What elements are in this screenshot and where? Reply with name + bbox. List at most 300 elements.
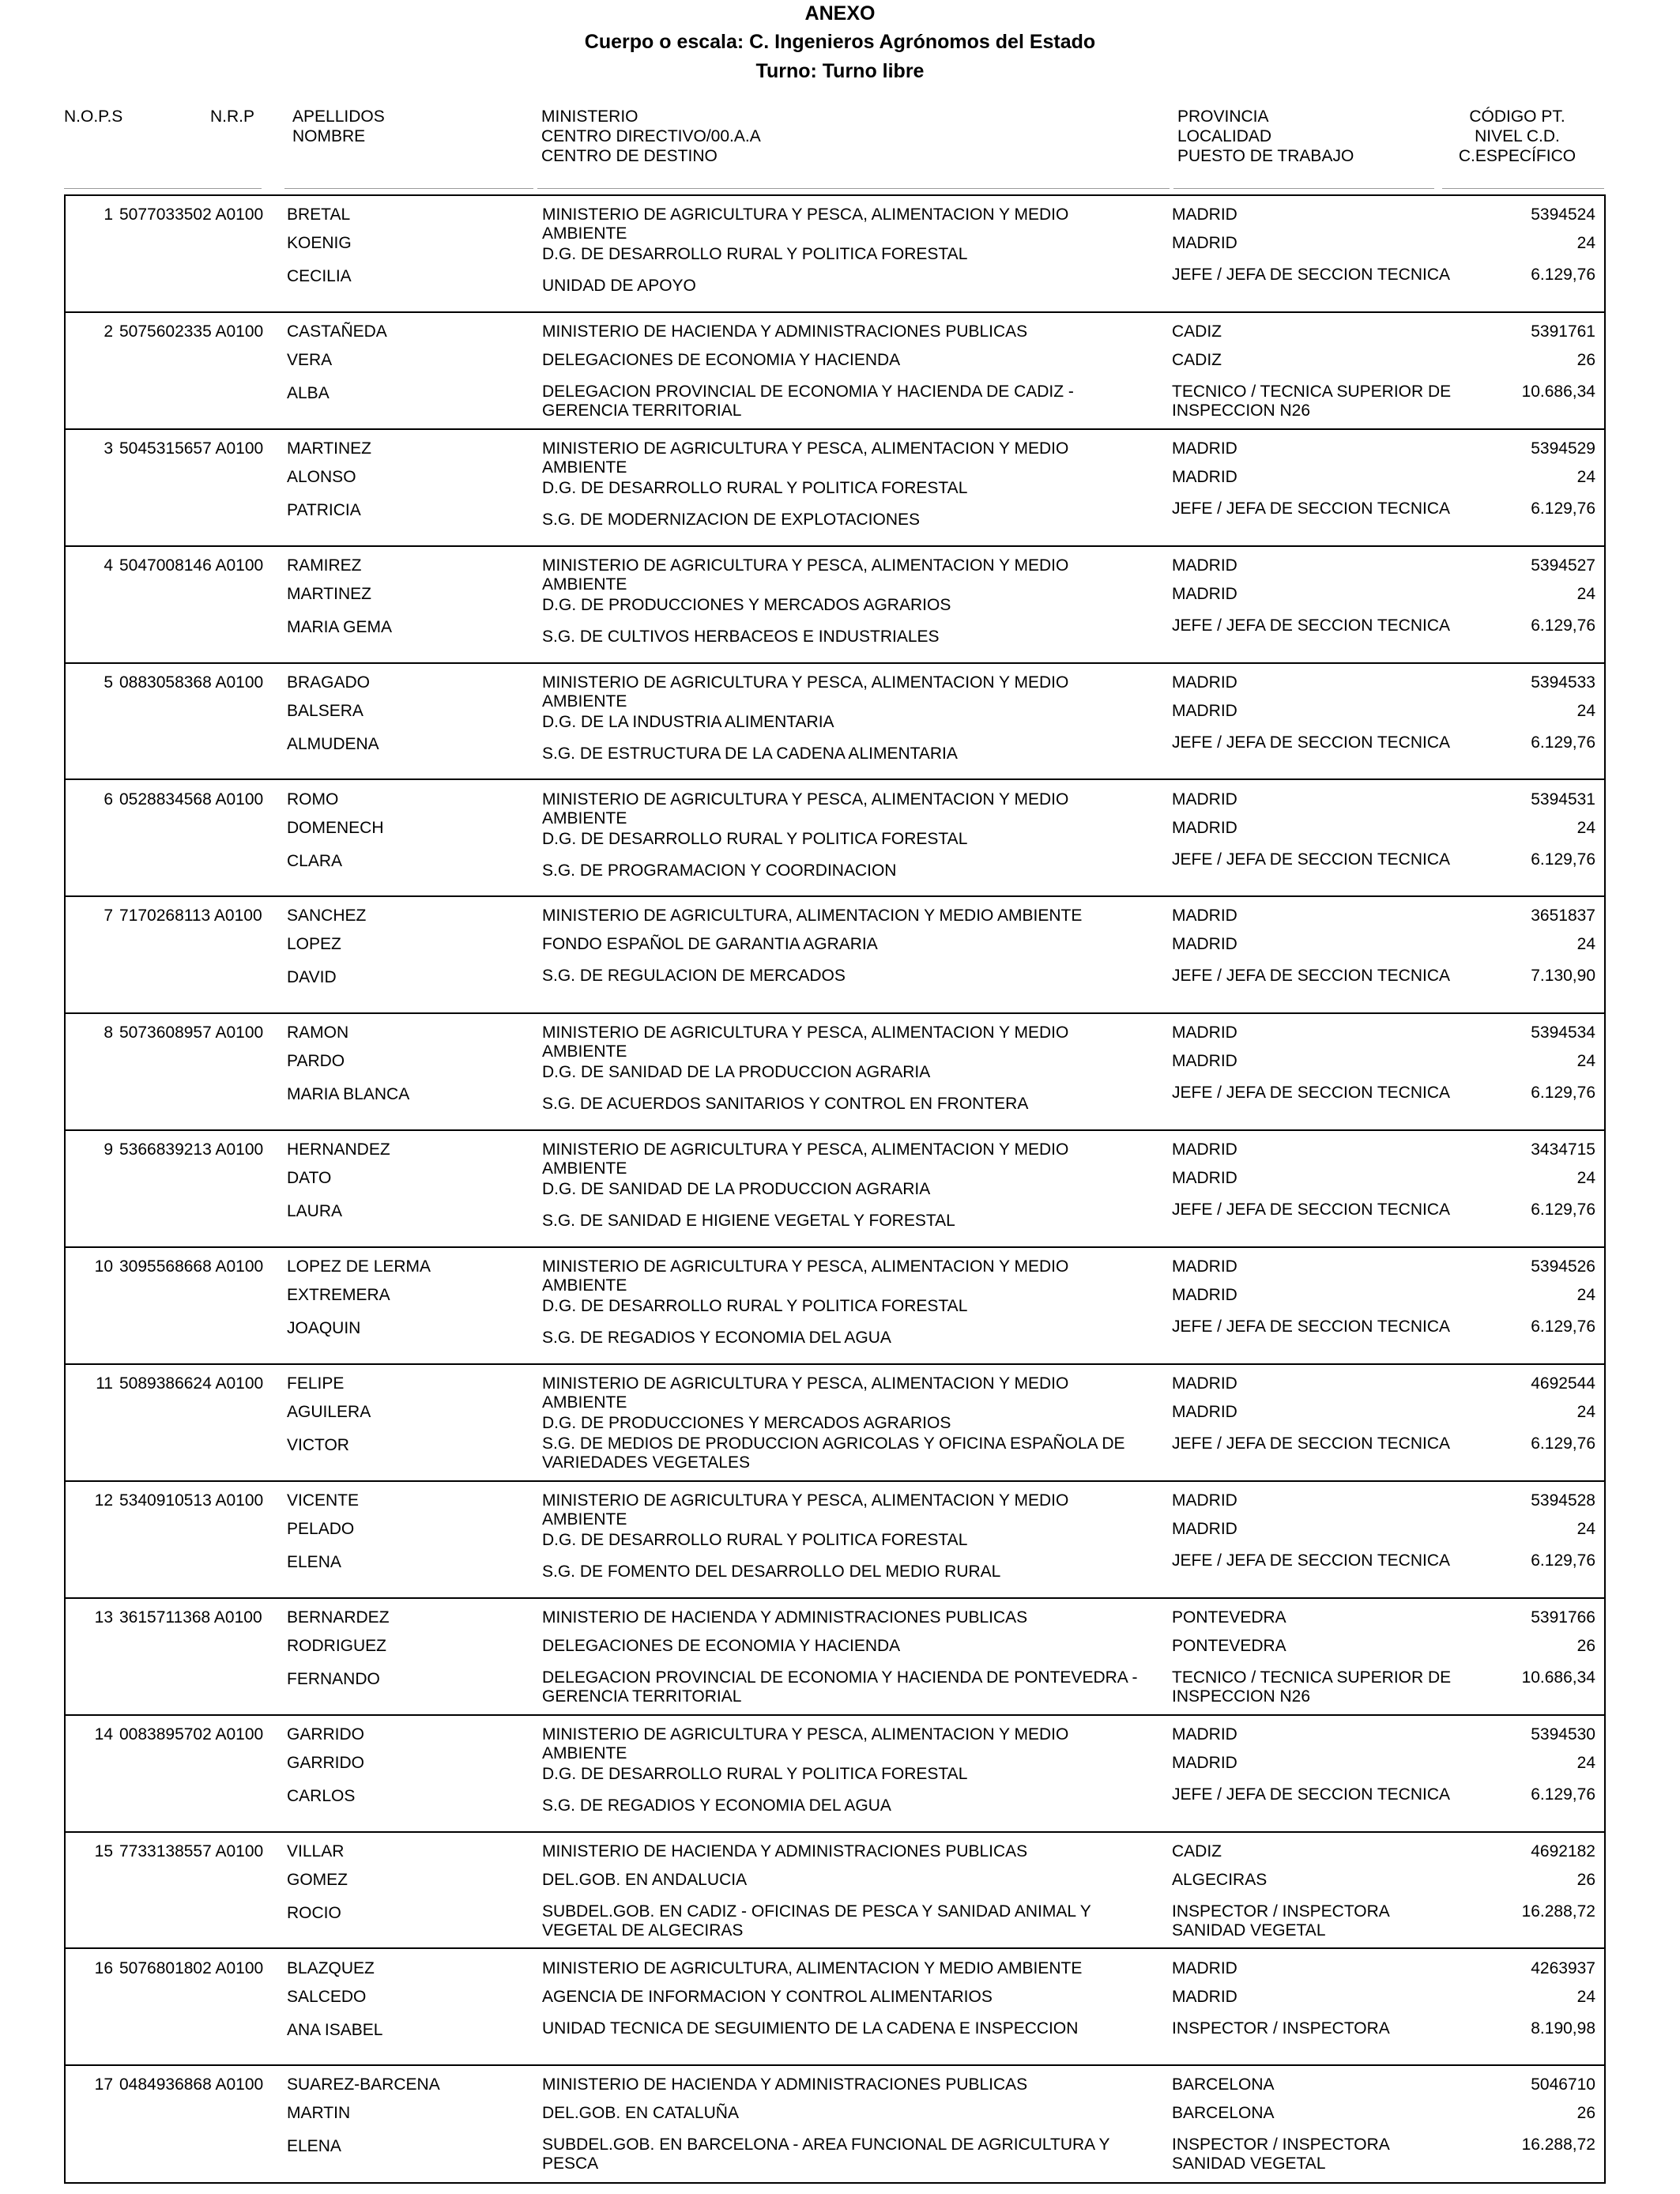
nrp-code: 5340910513 A0100 bbox=[119, 1491, 264, 1510]
centro-destino-line: S.G. DE FOMENTO DEL DESARROLLO DEL MEDIO RURAL bbox=[542, 1562, 1001, 1581]
record-number: 13 bbox=[94, 1608, 113, 1627]
nrp-code: 5075602335 A0100 bbox=[119, 322, 264, 341]
record-row bbox=[66, 1833, 1604, 1950]
puesto-trabajo-line: SANIDAD VEGETAL bbox=[1172, 1921, 1326, 1940]
nombre: CECILIA bbox=[287, 267, 352, 285]
nrp-code: 3095568668 A0100 bbox=[119, 1257, 264, 1276]
centro-destino-line: S.G. DE CULTIVOS HERBACEOS E INDUSTRIALES bbox=[542, 627, 940, 646]
centro-directivo: FONDO ESPAÑOL DE GARANTIA AGRARIA bbox=[542, 935, 878, 954]
centro-destino-line: S.G. DE PROGRAMACION Y COORDINACION bbox=[542, 861, 897, 880]
ministerio-line: AMBIENTE bbox=[542, 458, 627, 477]
nombre: ALMUDENA bbox=[287, 734, 379, 753]
ministerio-line: MINISTERIO DE AGRICULTURA, ALIMENTACION Y MEDIO AMBIENTE bbox=[542, 1958, 1083, 1977]
puesto-trabajo-line: JEFE / JEFA DE SECCION TECNICA bbox=[1172, 1084, 1451, 1103]
provincia: MADRID bbox=[1172, 1374, 1237, 1393]
codigo-pt: 4692544 bbox=[1531, 1374, 1595, 1393]
provincia: MADRID bbox=[1172, 1023, 1237, 1042]
localidad: MADRID bbox=[1172, 701, 1237, 720]
record-number: 10 bbox=[94, 1257, 113, 1276]
complemento-especifico: 7.130,90 bbox=[1531, 967, 1595, 986]
nivel-cd: 26 bbox=[1576, 1870, 1595, 1889]
nrp-code: 5045315657 A0100 bbox=[119, 439, 264, 458]
ministerio-line: MINISTERIO DE AGRICULTURA Y PESCA, ALIMENTACION Y MEDIO bbox=[542, 1491, 1069, 1510]
localidad: MADRID bbox=[1172, 1052, 1237, 1071]
ministerio-line: MINISTERIO DE AGRICULTURA Y PESCA, ALIMENTACION Y MEDIO bbox=[542, 1023, 1069, 1042]
centro-directivo: D.G. DE DESARROLLO RURAL Y POLITICA FORESTAL bbox=[542, 1530, 968, 1549]
ministerio-line: MINISTERIO DE HACIENDA Y ADMINISTRACIONES PUBLICAS bbox=[542, 2075, 1028, 2094]
col-provincia: PROVINCIA bbox=[1177, 107, 1269, 126]
apellido-1: SUAREZ-BARCENA bbox=[287, 2075, 440, 2094]
ministerio-line: MINISTERIO DE AGRICULTURA Y PESCA, ALIMENTACION Y MEDIO bbox=[542, 1374, 1069, 1393]
header-underline bbox=[64, 188, 262, 189]
localidad: PONTEVEDRA bbox=[1172, 1636, 1286, 1655]
ministerio-line: AMBIENTE bbox=[542, 575, 627, 594]
localidad: MADRID bbox=[1172, 1403, 1237, 1421]
apellido-1: LOPEZ DE LERMA bbox=[287, 1257, 431, 1276]
apellido-1: CASTAÑEDA bbox=[287, 322, 387, 341]
record-number: 1 bbox=[104, 205, 113, 224]
apellido-2: VERA bbox=[287, 350, 333, 369]
puesto-trabajo-line: JEFE / JEFA DE SECCION TECNICA bbox=[1172, 499, 1451, 518]
apellido-1: RAMIREZ bbox=[287, 556, 362, 575]
apellido-1: MARTINEZ bbox=[287, 439, 371, 458]
nivel-cd: 24 bbox=[1576, 234, 1595, 252]
turno-label: Turno: Turno libre bbox=[755, 60, 925, 82]
nrp-code: 5089386624 A0100 bbox=[119, 1374, 264, 1393]
ministerio-line: MINISTERIO DE AGRICULTURA Y PESCA, ALIMENTACION Y MEDIO bbox=[542, 556, 1069, 575]
ministerio-line: AMBIENTE bbox=[542, 692, 627, 711]
nombre: MARIA BLANCA bbox=[287, 1085, 410, 1104]
puesto-trabajo-line: JEFE / JEFA DE SECCION TECNICA bbox=[1172, 850, 1451, 869]
nombre: JOAQUIN bbox=[287, 1319, 361, 1338]
col-ministerio-group bbox=[541, 107, 761, 166]
col-localidad: LOCALIDAD bbox=[1177, 127, 1272, 145]
header-underline bbox=[1173, 188, 1434, 189]
complemento-especifico: 6.129,76 bbox=[1531, 1434, 1595, 1453]
ministerio-line: MINISTERIO DE HACIENDA Y ADMINISTRACIONES PUBLICAS bbox=[542, 1842, 1028, 1860]
record-number: 7 bbox=[104, 907, 113, 925]
record-row bbox=[66, 1248, 1604, 1365]
puesto-trabajo-line: INSPECCION N26 bbox=[1172, 1687, 1311, 1706]
page-subtitle: Cuerpo o escala: C. Ingenieros Agrónomos del Estado bbox=[584, 31, 1096, 53]
centro-destino-line: SUBDEL.GOB. EN CADIZ - OFICINAS DE PESCA Y SANIDAD ANIMAL Y bbox=[542, 1902, 1091, 1921]
localidad: CADIZ bbox=[1172, 350, 1222, 369]
apellido-1: GARRIDO bbox=[287, 1725, 365, 1744]
apellido-1: BRETAL bbox=[287, 205, 351, 224]
nombre: PATRICIA bbox=[287, 500, 361, 519]
centro-directivo: DEL.GOB. EN ANDALUCIA bbox=[542, 1870, 748, 1889]
ministerio-line: MINISTERIO DE AGRICULTURA Y PESCA, ALIMENTACION Y MEDIO bbox=[542, 790, 1069, 809]
nivel-cd: 24 bbox=[1576, 1052, 1595, 1071]
nivel-cd: 24 bbox=[1576, 818, 1595, 837]
centro-destino-line: S.G. DE SANIDAD E HIGIENE VEGETAL Y FORESTAL bbox=[542, 1212, 955, 1231]
localidad: BARCELONA bbox=[1172, 2104, 1275, 2123]
col-ministerio: MINISTERIO bbox=[541, 107, 638, 126]
centro-destino-line: S.G. DE ACUERDOS SANITARIOS Y CONTROL EN FRONTERA bbox=[542, 1095, 1029, 1114]
col-centro-directivo: CENTRO DIRECTIVO/00.A.A bbox=[541, 127, 761, 145]
apellido-1: SANCHEZ bbox=[287, 907, 367, 925]
nombre: ALBA bbox=[287, 383, 330, 402]
nombre: LAURA bbox=[287, 1202, 343, 1221]
header-underline bbox=[284, 188, 533, 189]
apellido-2: MARTINEZ bbox=[287, 584, 371, 603]
centro-destino-line: DELEGACION PROVINCIAL DE ECONOMIA Y HACIENDA DE CADIZ - bbox=[542, 382, 1074, 401]
centro-directivo: D.G. DE DESARROLLO RURAL Y POLITICA FORESTAL bbox=[542, 478, 968, 497]
provincia: MADRID bbox=[1172, 1725, 1237, 1744]
apellido-2: MARTIN bbox=[287, 2104, 351, 2123]
codigo-pt: 3434715 bbox=[1531, 1140, 1595, 1159]
puesto-trabajo-line: JEFE / JEFA DE SECCION TECNICA bbox=[1172, 1785, 1451, 1804]
provincia: MADRID bbox=[1172, 1491, 1237, 1510]
apellido-2: DATO bbox=[287, 1169, 332, 1188]
provincia: MADRID bbox=[1172, 1140, 1237, 1159]
centro-destino-line: S.G. DE REGADIOS Y ECONOMIA DEL AGUA bbox=[542, 1329, 891, 1348]
complemento-especifico: 6.129,76 bbox=[1531, 850, 1595, 869]
localidad: ALGECIRAS bbox=[1172, 1870, 1268, 1889]
nombre: FERNANDO bbox=[287, 1669, 380, 1688]
ministerio-line: AMBIENTE bbox=[542, 809, 627, 827]
record-row bbox=[66, 547, 1604, 664]
centro-directivo: D.G. DE SANIDAD DE LA PRODUCCION AGRARIA bbox=[542, 1180, 931, 1199]
ministerio-line: MINISTERIO DE AGRICULTURA Y PESCA, ALIMENTACION Y MEDIO bbox=[542, 1725, 1069, 1744]
record-row bbox=[66, 1482, 1604, 1599]
provincia: BARCELONA bbox=[1172, 2075, 1275, 2094]
record-number: 3 bbox=[104, 439, 113, 458]
codigo-pt: 5394524 bbox=[1531, 205, 1595, 224]
nombre: DAVID bbox=[287, 968, 337, 987]
provincia: MADRID bbox=[1172, 205, 1237, 224]
localidad: MADRID bbox=[1172, 234, 1237, 252]
complemento-especifico: 6.129,76 bbox=[1531, 1551, 1595, 1570]
nrp-code: 7733138557 A0100 bbox=[119, 1842, 264, 1860]
nrp-code: 5077033502 A0100 bbox=[119, 205, 264, 224]
puesto-trabajo-line: JEFE / JEFA DE SECCION TECNICA bbox=[1172, 1551, 1451, 1570]
apellido-1: BLAZQUEZ bbox=[287, 1958, 375, 1977]
nivel-cd: 24 bbox=[1576, 1169, 1595, 1188]
record-row bbox=[66, 430, 1604, 547]
nivel-cd: 24 bbox=[1576, 935, 1595, 954]
complemento-especifico: 16.288,72 bbox=[1521, 1902, 1595, 1921]
col-apellidos: APELLIDOS bbox=[292, 107, 385, 126]
centro-destino-line: UNIDAD DE APOYO bbox=[542, 277, 696, 295]
col-nivel: NIVEL C.D. bbox=[1475, 127, 1560, 145]
record-number: 4 bbox=[104, 556, 113, 575]
codigo-pt: 3651837 bbox=[1531, 907, 1595, 925]
nombre: MARIA GEMA bbox=[287, 617, 393, 636]
apellido-2: DOMENECH bbox=[287, 818, 384, 837]
apellido-2: SALCEDO bbox=[287, 1987, 367, 2006]
nivel-cd: 24 bbox=[1576, 1403, 1595, 1421]
codigo-pt: 5394528 bbox=[1531, 1491, 1595, 1510]
ministerio-line: MINISTERIO DE AGRICULTURA Y PESCA, ALIMENTACION Y MEDIO bbox=[542, 673, 1069, 692]
complemento-especifico: 6.129,76 bbox=[1531, 733, 1595, 752]
record-number: 11 bbox=[96, 1374, 113, 1393]
codigo-pt: 5394527 bbox=[1531, 556, 1595, 575]
apellido-1: VILLAR bbox=[287, 1842, 345, 1860]
apellido-2: BALSERA bbox=[287, 701, 363, 720]
col-nombre: NOMBRE bbox=[292, 127, 366, 145]
puesto-trabajo-line: JEFE / JEFA DE SECCION TECNICA bbox=[1172, 1434, 1451, 1453]
centro-destino-line: S.G. DE MEDIOS DE PRODUCCION AGRICOLAS Y OFICINA ESPAÑOLA DE bbox=[542, 1434, 1125, 1453]
record-row bbox=[66, 1950, 1604, 2067]
col-puesto: PUESTO DE TRABAJO bbox=[1177, 147, 1354, 165]
nivel-cd: 24 bbox=[1576, 701, 1595, 720]
provincia: MADRID bbox=[1172, 673, 1237, 692]
codigo-pt: 5046710 bbox=[1531, 2075, 1595, 2094]
centro-destino-line: DELEGACION PROVINCIAL DE ECONOMIA Y HACIENDA DE PONTEVEDRA - bbox=[542, 1668, 1138, 1687]
provincia: MADRID bbox=[1172, 439, 1237, 458]
ministerio-line: MINISTERIO DE AGRICULTURA Y PESCA, ALIMENTACION Y MEDIO bbox=[542, 205, 1069, 224]
ministerio-line: MINISTERIO DE AGRICULTURA Y PESCA, ALIMENTACION Y MEDIO bbox=[542, 1140, 1069, 1159]
localidad: MADRID bbox=[1172, 1987, 1237, 2006]
nrp-code: 0883058368 A0100 bbox=[119, 673, 264, 692]
record-number: 14 bbox=[94, 1725, 113, 1744]
complemento-especifico: 8.190,98 bbox=[1531, 2019, 1595, 2038]
complemento-especifico: 6.129,76 bbox=[1531, 1201, 1595, 1220]
ministerio-line: AMBIENTE bbox=[542, 1042, 627, 1061]
nombre: ANA ISABEL bbox=[287, 2020, 383, 2039]
record-number: 8 bbox=[104, 1023, 113, 1042]
centro-destino-line: S.G. DE REGULACION DE MERCADOS bbox=[542, 967, 846, 986]
record-row bbox=[66, 2066, 1604, 2182]
provincia: MADRID bbox=[1172, 1958, 1237, 1977]
puesto-trabajo-line: JEFE / JEFA DE SECCION TECNICA bbox=[1172, 1318, 1451, 1336]
record-row bbox=[66, 1599, 1604, 1716]
complemento-especifico: 6.129,76 bbox=[1531, 499, 1595, 518]
ministerio-line: MINISTERIO DE AGRICULTURA Y PESCA, ALIMENTACION Y MEDIO bbox=[542, 1257, 1069, 1276]
record-number: 15 bbox=[94, 1842, 113, 1860]
record-number: 9 bbox=[104, 1140, 113, 1159]
localidad: MADRID bbox=[1172, 818, 1237, 837]
nrp-code: 0484936868 A0100 bbox=[119, 2075, 264, 2094]
centro-destino-line: PESCA bbox=[542, 2154, 599, 2173]
puesto-trabajo-line: SANIDAD VEGETAL bbox=[1172, 2154, 1326, 2173]
ministerio-line: AMBIENTE bbox=[542, 1744, 627, 1762]
col-nrp: N.R.P bbox=[210, 107, 255, 126]
puesto-trabajo-line: JEFE / JEFA DE SECCION TECNICA bbox=[1172, 1201, 1451, 1220]
nivel-cd: 24 bbox=[1576, 584, 1595, 603]
codigo-pt: 5391766 bbox=[1531, 1608, 1595, 1627]
localidad: MADRID bbox=[1172, 467, 1237, 486]
nrp-code: 5366839213 A0100 bbox=[119, 1140, 264, 1159]
col-especifico: C.ESPECÍFICO bbox=[1458, 147, 1576, 165]
col-nops: N.O.P.S bbox=[64, 107, 123, 126]
nivel-cd: 26 bbox=[1576, 350, 1595, 369]
apellido-1: HERNANDEZ bbox=[287, 1140, 390, 1159]
centro-destino-line: GERENCIA TERRITORIAL bbox=[542, 401, 742, 420]
ministerio-line: MINISTERIO DE AGRICULTURA, ALIMENTACION Y MEDIO AMBIENTE bbox=[542, 907, 1083, 925]
apellido-1: BERNARDEZ bbox=[287, 1608, 390, 1627]
provincia: PONTEVEDRA bbox=[1172, 1608, 1286, 1627]
puesto-trabajo-line: JEFE / JEFA DE SECCION TECNICA bbox=[1172, 967, 1451, 986]
nrp-code: 5073608957 A0100 bbox=[119, 1023, 264, 1042]
record-row bbox=[66, 1014, 1604, 1131]
records-table bbox=[64, 194, 1606, 2184]
nrp-code: 5076801802 A0100 bbox=[119, 1958, 264, 1977]
record-row bbox=[66, 1716, 1604, 1833]
nrp-code: 5047008146 A0100 bbox=[119, 556, 264, 575]
puesto-trabajo-line: JEFE / JEFA DE SECCION TECNICA bbox=[1172, 733, 1451, 752]
complemento-especifico: 6.129,76 bbox=[1531, 616, 1595, 635]
nrp-code: 3615711368 A0100 bbox=[119, 1608, 262, 1627]
apellido-1: BRAGADO bbox=[287, 673, 371, 692]
centro-directivo: D.G. DE DESARROLLO RURAL Y POLITICA FORESTAL bbox=[542, 1297, 968, 1316]
centro-destino-line: S.G. DE ESTRUCTURA DE LA CADENA ALIMENTARIA bbox=[542, 744, 958, 763]
nrp-code: 0528834568 A0100 bbox=[119, 790, 264, 809]
centro-destino-line: GERENCIA TERRITORIAL bbox=[542, 1687, 742, 1706]
puesto-trabajo-line: INSPECTOR / INSPECTORA bbox=[1172, 2136, 1390, 2154]
col-codigo-group bbox=[1438, 107, 1596, 166]
centro-destino-line: VEGETAL DE ALGECIRAS bbox=[542, 1921, 744, 1940]
puesto-trabajo-line: JEFE / JEFA DE SECCION TECNICA bbox=[1172, 266, 1451, 284]
apellido-1: ROMO bbox=[287, 790, 339, 809]
complemento-especifico: 6.129,76 bbox=[1531, 1318, 1595, 1336]
ministerio-line: MINISTERIO DE HACIENDA Y ADMINISTRACIONES PUBLICAS bbox=[542, 1608, 1028, 1627]
col-centro-destino: CENTRO DE DESTINO bbox=[541, 147, 718, 165]
record-number: 5 bbox=[104, 673, 113, 692]
apellido-2: PARDO bbox=[287, 1052, 345, 1071]
provincia: CADIZ bbox=[1172, 1842, 1222, 1860]
nombre: ELENA bbox=[287, 2137, 341, 2156]
nivel-cd: 24 bbox=[1576, 1519, 1595, 1538]
complemento-especifico: 10.686,34 bbox=[1521, 1668, 1595, 1687]
centro-directivo: D.G. DE SANIDAD DE LA PRODUCCION AGRARIA bbox=[542, 1063, 931, 1082]
record-row bbox=[66, 1131, 1604, 1248]
ministerio-line: AMBIENTE bbox=[542, 1276, 627, 1295]
localidad: MADRID bbox=[1172, 584, 1237, 603]
nombre: CLARA bbox=[287, 851, 343, 870]
record-number: 17 bbox=[94, 2075, 113, 2094]
record-row bbox=[66, 664, 1604, 781]
ministerio-line: MINISTERIO DE AGRICULTURA Y PESCA, ALIMENTACION Y MEDIO bbox=[542, 439, 1069, 458]
codigo-pt: 5394526 bbox=[1531, 1257, 1595, 1276]
apellido-2: AGUILERA bbox=[287, 1403, 371, 1421]
codigo-pt: 5394534 bbox=[1531, 1023, 1595, 1042]
codigo-pt: 5394530 bbox=[1531, 1725, 1595, 1744]
header-underline bbox=[1442, 188, 1604, 189]
record-row bbox=[66, 196, 1604, 313]
nombre: CARLOS bbox=[287, 1786, 356, 1805]
nivel-cd: 24 bbox=[1576, 1753, 1595, 1772]
codigo-pt: 4263937 bbox=[1531, 1958, 1595, 1977]
centro-directivo: D.G. DE PRODUCCIONES Y MERCADOS AGRARIOS bbox=[542, 1414, 951, 1432]
apellido-2: KOENIG bbox=[287, 234, 352, 252]
complemento-especifico: 6.129,76 bbox=[1531, 1785, 1595, 1804]
apellido-1: FELIPE bbox=[287, 1374, 345, 1393]
codigo-pt: 5394531 bbox=[1531, 790, 1595, 809]
ministerio-line: AMBIENTE bbox=[542, 1510, 627, 1529]
provincia: MADRID bbox=[1172, 907, 1237, 925]
provincia: MADRID bbox=[1172, 790, 1237, 809]
centro-directivo: D.G. DE DESARROLLO RURAL Y POLITICA FORESTAL bbox=[542, 829, 968, 848]
codigo-pt: 5391761 bbox=[1531, 322, 1595, 341]
col-provincia-group bbox=[1177, 107, 1354, 166]
localidad: MADRID bbox=[1172, 1286, 1237, 1305]
puesto-trabajo-line: JEFE / JEFA DE SECCION TECNICA bbox=[1172, 616, 1451, 635]
centro-destino-line: SUBDEL.GOB. EN BARCELONA - AREA FUNCIONAL DE AGRICULTURA Y bbox=[542, 2136, 1110, 2154]
col-apellidos-nombre bbox=[292, 107, 385, 146]
codigo-pt: 5394529 bbox=[1531, 439, 1595, 458]
nivel-cd: 26 bbox=[1576, 2104, 1595, 2123]
ministerio-line: MINISTERIO DE HACIENDA Y ADMINISTRACIONES PUBLICAS bbox=[542, 322, 1028, 341]
puesto-trabajo-line: INSPECTOR / INSPECTORA bbox=[1172, 2019, 1390, 2038]
col-codigo: CÓDIGO PT. bbox=[1469, 107, 1565, 126]
centro-destino-line: S.G. DE REGADIOS Y ECONOMIA DEL AGUA bbox=[542, 1796, 891, 1815]
provincia: MADRID bbox=[1172, 556, 1237, 575]
header-underline bbox=[537, 188, 1170, 189]
puesto-trabajo-line: TECNICO / TECNICA SUPERIOR DE bbox=[1172, 1668, 1452, 1687]
nombre: VICTOR bbox=[287, 1436, 349, 1454]
centro-destino-line: UNIDAD TECNICA DE SEGUIMIENTO DE LA CADENA E INSPECCION bbox=[542, 2019, 1079, 2038]
puesto-trabajo-line: INSPECTOR / INSPECTORA bbox=[1172, 1902, 1390, 1921]
centro-directivo: D.G. DE DESARROLLO RURAL Y POLITICA FORESTAL bbox=[542, 1764, 968, 1783]
codigo-pt: 5394533 bbox=[1531, 673, 1595, 692]
puesto-trabajo-line: INSPECCION N26 bbox=[1172, 401, 1311, 420]
nrp-code: 0083895702 A0100 bbox=[119, 1725, 264, 1744]
nivel-cd: 24 bbox=[1576, 467, 1595, 486]
record-number: 2 bbox=[104, 322, 113, 341]
apellido-2: GOMEZ bbox=[287, 1870, 348, 1889]
centro-directivo: AGENCIA DE INFORMACION Y CONTROL ALIMENTARIOS bbox=[542, 1987, 993, 2006]
nombre: ELENA bbox=[287, 1552, 341, 1571]
record-number: 16 bbox=[94, 1958, 113, 1977]
localidad: MADRID bbox=[1172, 1169, 1237, 1188]
apellido-1: VICENTE bbox=[287, 1491, 360, 1510]
record-number: 6 bbox=[104, 790, 113, 809]
centro-directivo: D.G. DE PRODUCCIONES Y MERCADOS AGRARIOS bbox=[542, 595, 951, 614]
centro-destino-line: S.G. DE MODERNIZACION DE EXPLOTACIONES bbox=[542, 510, 921, 529]
record-row bbox=[66, 781, 1604, 898]
page-title: ANEXO bbox=[804, 2, 876, 25]
record-row bbox=[66, 897, 1604, 1014]
apellido-2: GARRIDO bbox=[287, 1753, 365, 1772]
apellido-1: RAMON bbox=[287, 1023, 349, 1042]
complemento-especifico: 16.288,72 bbox=[1521, 2136, 1595, 2154]
apellido-2: LOPEZ bbox=[287, 935, 341, 954]
nivel-cd: 24 bbox=[1576, 1987, 1595, 2006]
provincia: CADIZ bbox=[1172, 322, 1222, 341]
centro-destino-line: VARIEDADES VEGETALES bbox=[542, 1453, 750, 1472]
localidad: MADRID bbox=[1172, 1519, 1237, 1538]
codigo-pt: 4692182 bbox=[1531, 1842, 1595, 1860]
complemento-especifico: 6.129,76 bbox=[1531, 1084, 1595, 1103]
centro-directivo: D.G. DE DESARROLLO RURAL Y POLITICA FORESTAL bbox=[542, 245, 968, 263]
record-number: 12 bbox=[94, 1491, 113, 1510]
nivel-cd: 24 bbox=[1576, 1286, 1595, 1305]
apellido-2: EXTREMERA bbox=[287, 1286, 390, 1305]
localidad: MADRID bbox=[1172, 1753, 1237, 1772]
centro-directivo: DELEGACIONES DE ECONOMIA Y HACIENDA bbox=[542, 350, 901, 369]
nombre: ROCIO bbox=[287, 1903, 341, 1922]
centro-directivo: D.G. DE LA INDUSTRIA ALIMENTARIA bbox=[542, 712, 834, 731]
puesto-trabajo-line: TECNICO / TECNICA SUPERIOR DE bbox=[1172, 382, 1452, 401]
nrp-code: 7170268113 A0100 bbox=[119, 907, 262, 925]
complemento-especifico: 6.129,76 bbox=[1531, 266, 1595, 284]
ministerio-line: AMBIENTE bbox=[542, 1159, 627, 1178]
complemento-especifico: 10.686,34 bbox=[1521, 382, 1595, 401]
provincia: MADRID bbox=[1172, 1257, 1237, 1276]
ministerio-line: AMBIENTE bbox=[542, 1393, 627, 1412]
ministerio-line: AMBIENTE bbox=[542, 224, 627, 243]
record-row bbox=[66, 313, 1604, 430]
record-row bbox=[66, 1365, 1604, 1482]
nivel-cd: 26 bbox=[1576, 1636, 1595, 1655]
apellido-2: RODRIGUEZ bbox=[287, 1636, 386, 1655]
centro-directivo: DELEGACIONES DE ECONOMIA Y HACIENDA bbox=[542, 1636, 901, 1655]
localidad: MADRID bbox=[1172, 935, 1237, 954]
apellido-2: PELADO bbox=[287, 1519, 355, 1538]
apellido-2: ALONSO bbox=[287, 467, 356, 486]
